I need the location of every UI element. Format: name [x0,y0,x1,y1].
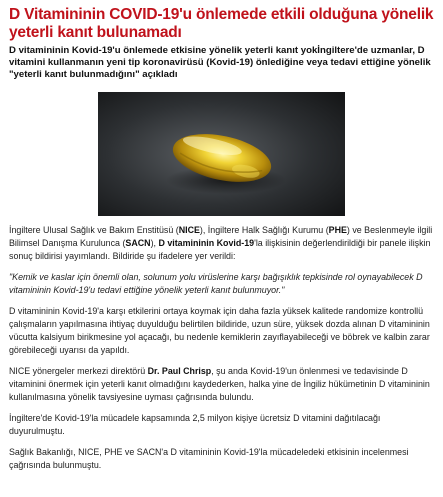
paragraph-1: İngiltere Ulusal Sağlık ve Bakım Enstitüsü (NICE), İngiltere Halk Sağlığı Kurumu (PHE) ve Beslenmeyle ilgili Bilimsel Danışma Kurulunca (SACN), D vitamininin Kovid-19'la ilişkisinin değerlendirildiği bir panele ilişkin sonuç bildirisi yayımlandı. Bildiride şu ifadelere yer verildi: [9,225,433,261]
paragraph-2: D vitamininin Kovid-19'a karşı etkilerini ortaya koymak için daha fazla yüksek kalitede randomize kontrollü çalışmaların yapılmasına ihtiyaç duyulduğu belirtilen bildiride, uzun süre, yüksek dozda alınan D vitamininin vücutta kalsiyum birikmesine yol açacağı, bu nedenle kemiklerin zayıflayabileceği ve böbrek ve kalbin zarar görebileceği uyarısı da yapıldı. [9,306,430,355]
paragraph-4: İngiltere'de Kovid-19'la mücadele kapsamında 2,5 milyon kişiye ücretsiz D vitamini dağıtılacağı duyurulmuştu. [9,413,381,436]
paragraph-3: NICE yönergeler merkezi direktörü Dr. Paul Chrisp, şu anda Kovid-19'un önlenmesi ve tedavisinde D vitaminini önermek için yeterli kanıt olmadığını kaydederken, halka yine de İngiliz hükümetinin D vitamininin kullanılmasına yönelik tavsiyesine uyması çağrısında bulundu. [9,366,430,402]
article-title: D Vitamininin COVID-19'u önlemede etkili olduğuna yönelik yeterli kanıt bulunamadı [9,6,434,41]
quote-paragraph: "Kemik ve kaslar için önemli olan, solunum yolu virüslerine karşı bağışıklık tepkisinde rol oynayabilecek D vitamininin Kovid-19'u tedavi ettiğine yönelik yeterli kanıt bulunmuyor." [9,272,423,295]
paragraph-5: Sağlık Bakanlığı, NICE, PHE ve SACN'a D vitamininin Kovid-19'la mücadeledeki etkisinin incelenmesi çağrısında bulunmuştu. [9,447,409,470]
article-lead: D vitamininin Kovid-19'u önlemede etkisine yönelik yeterli kanıt yokİngiltere'de uzmanlar, D vitamini kullanmanın yeni tip koronavirüsü (Kovid-19) önlediğine veya tedavi ettiğine yönelik "yeterli kanıt bulunmadığını" açıkladı [9,45,431,80]
vitamin-d-capsule-photo [98,92,345,216]
